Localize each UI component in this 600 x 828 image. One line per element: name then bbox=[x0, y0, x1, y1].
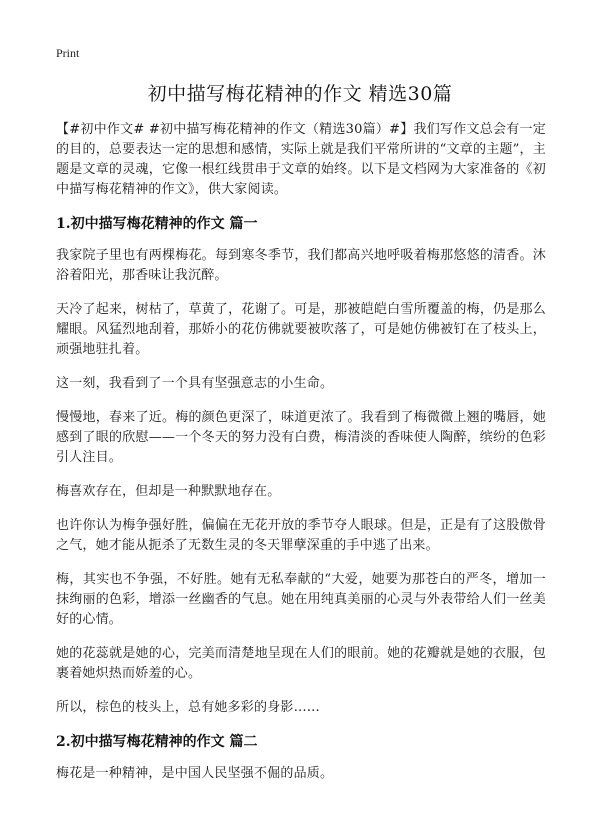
intro-paragraph: 【#初中作文# #初中描写梅花精神的作文（精选30篇）#】我们写作文总会有一定的目的，总要表达一定的思想和感情，实际上就是我们平常所讲的“文章的主题”，主题是文章的灵魂，它像一根红线贯串于文章的始终。以下是文档网为大家准备的《初中描写梅花精神的作文》，供大家阅读。 bbox=[56, 122, 546, 197]
paragraph: 梅喜欢存在，但却是一种默默地存在。 bbox=[56, 484, 281, 499]
paragraph: 我家院子里也有两棵梅花。每到寒冬季节，我们都高兴地呼吸着梅那悠悠的清香。沐浴着阳光，那香味让我沉醉。 bbox=[56, 248, 546, 283]
section-heading: 2.初中描写梅花精神的作文 篇二 bbox=[56, 734, 258, 750]
paragraph: 也许你认为梅争强好胜，偏偏在无花开放的季节夺人眼球。但是，正是有了这股傲骨之气，她才能从扼杀了无数生灵的冬天罪孽深重的手中逃了出来。 bbox=[56, 518, 546, 553]
paragraph: 天冷了起来，树枯了，草黄了，花谢了。可是，那被皑皑白雪所覆盖的梅，仍是那么耀眼。风猛烈地刮着，那娇小的花仿佛就要被吹落了，可是她仿佛被钉在了枝头上，顽强地驻扎着。 bbox=[56, 302, 546, 357]
print-label: Print bbox=[56, 46, 80, 60]
section-heading: 1.初中描写梅花精神的作文 篇一 bbox=[56, 216, 258, 232]
paragraph: 梅花是一种精神，是中国人民坚强不倔的品质。 bbox=[56, 766, 334, 781]
paragraph: 所以，棕色的枝头上，总有她多彩的身影…… bbox=[56, 700, 321, 715]
paragraph: 这一刻，我看到了一个具有坚强意志的小生命。 bbox=[56, 376, 334, 391]
paragraph: 梅，其实也不争强，不好胜。她有无私奉献的“大爱，她要为那苍白的严冬，增加一抹绚丽的色彩，增添一丝幽香的气息。她在用纯真美丽的心灵与外表带给人们一丝美好的心情。 bbox=[56, 572, 546, 627]
paragraph: 她的花蕊就是她的心，完美而清楚地呈现在人们的眼前。她的花瓣就是她的衣服，包裹着她炽热而娇羞的心。 bbox=[56, 646, 546, 681]
page-title: 初中描写梅花精神的作文 精选30篇 bbox=[147, 83, 453, 105]
document-body bbox=[56, 120, 546, 798]
paragraph: 慢慢地，春来了近。梅的颜色更深了，味道更浓了。我看到了梅微微上翘的嘴唇，她感到了眼的欣慰——一个冬天的努力没有白费，梅清淡的香味使人陶醉，缤纷的色彩引人注目。 bbox=[56, 410, 546, 465]
